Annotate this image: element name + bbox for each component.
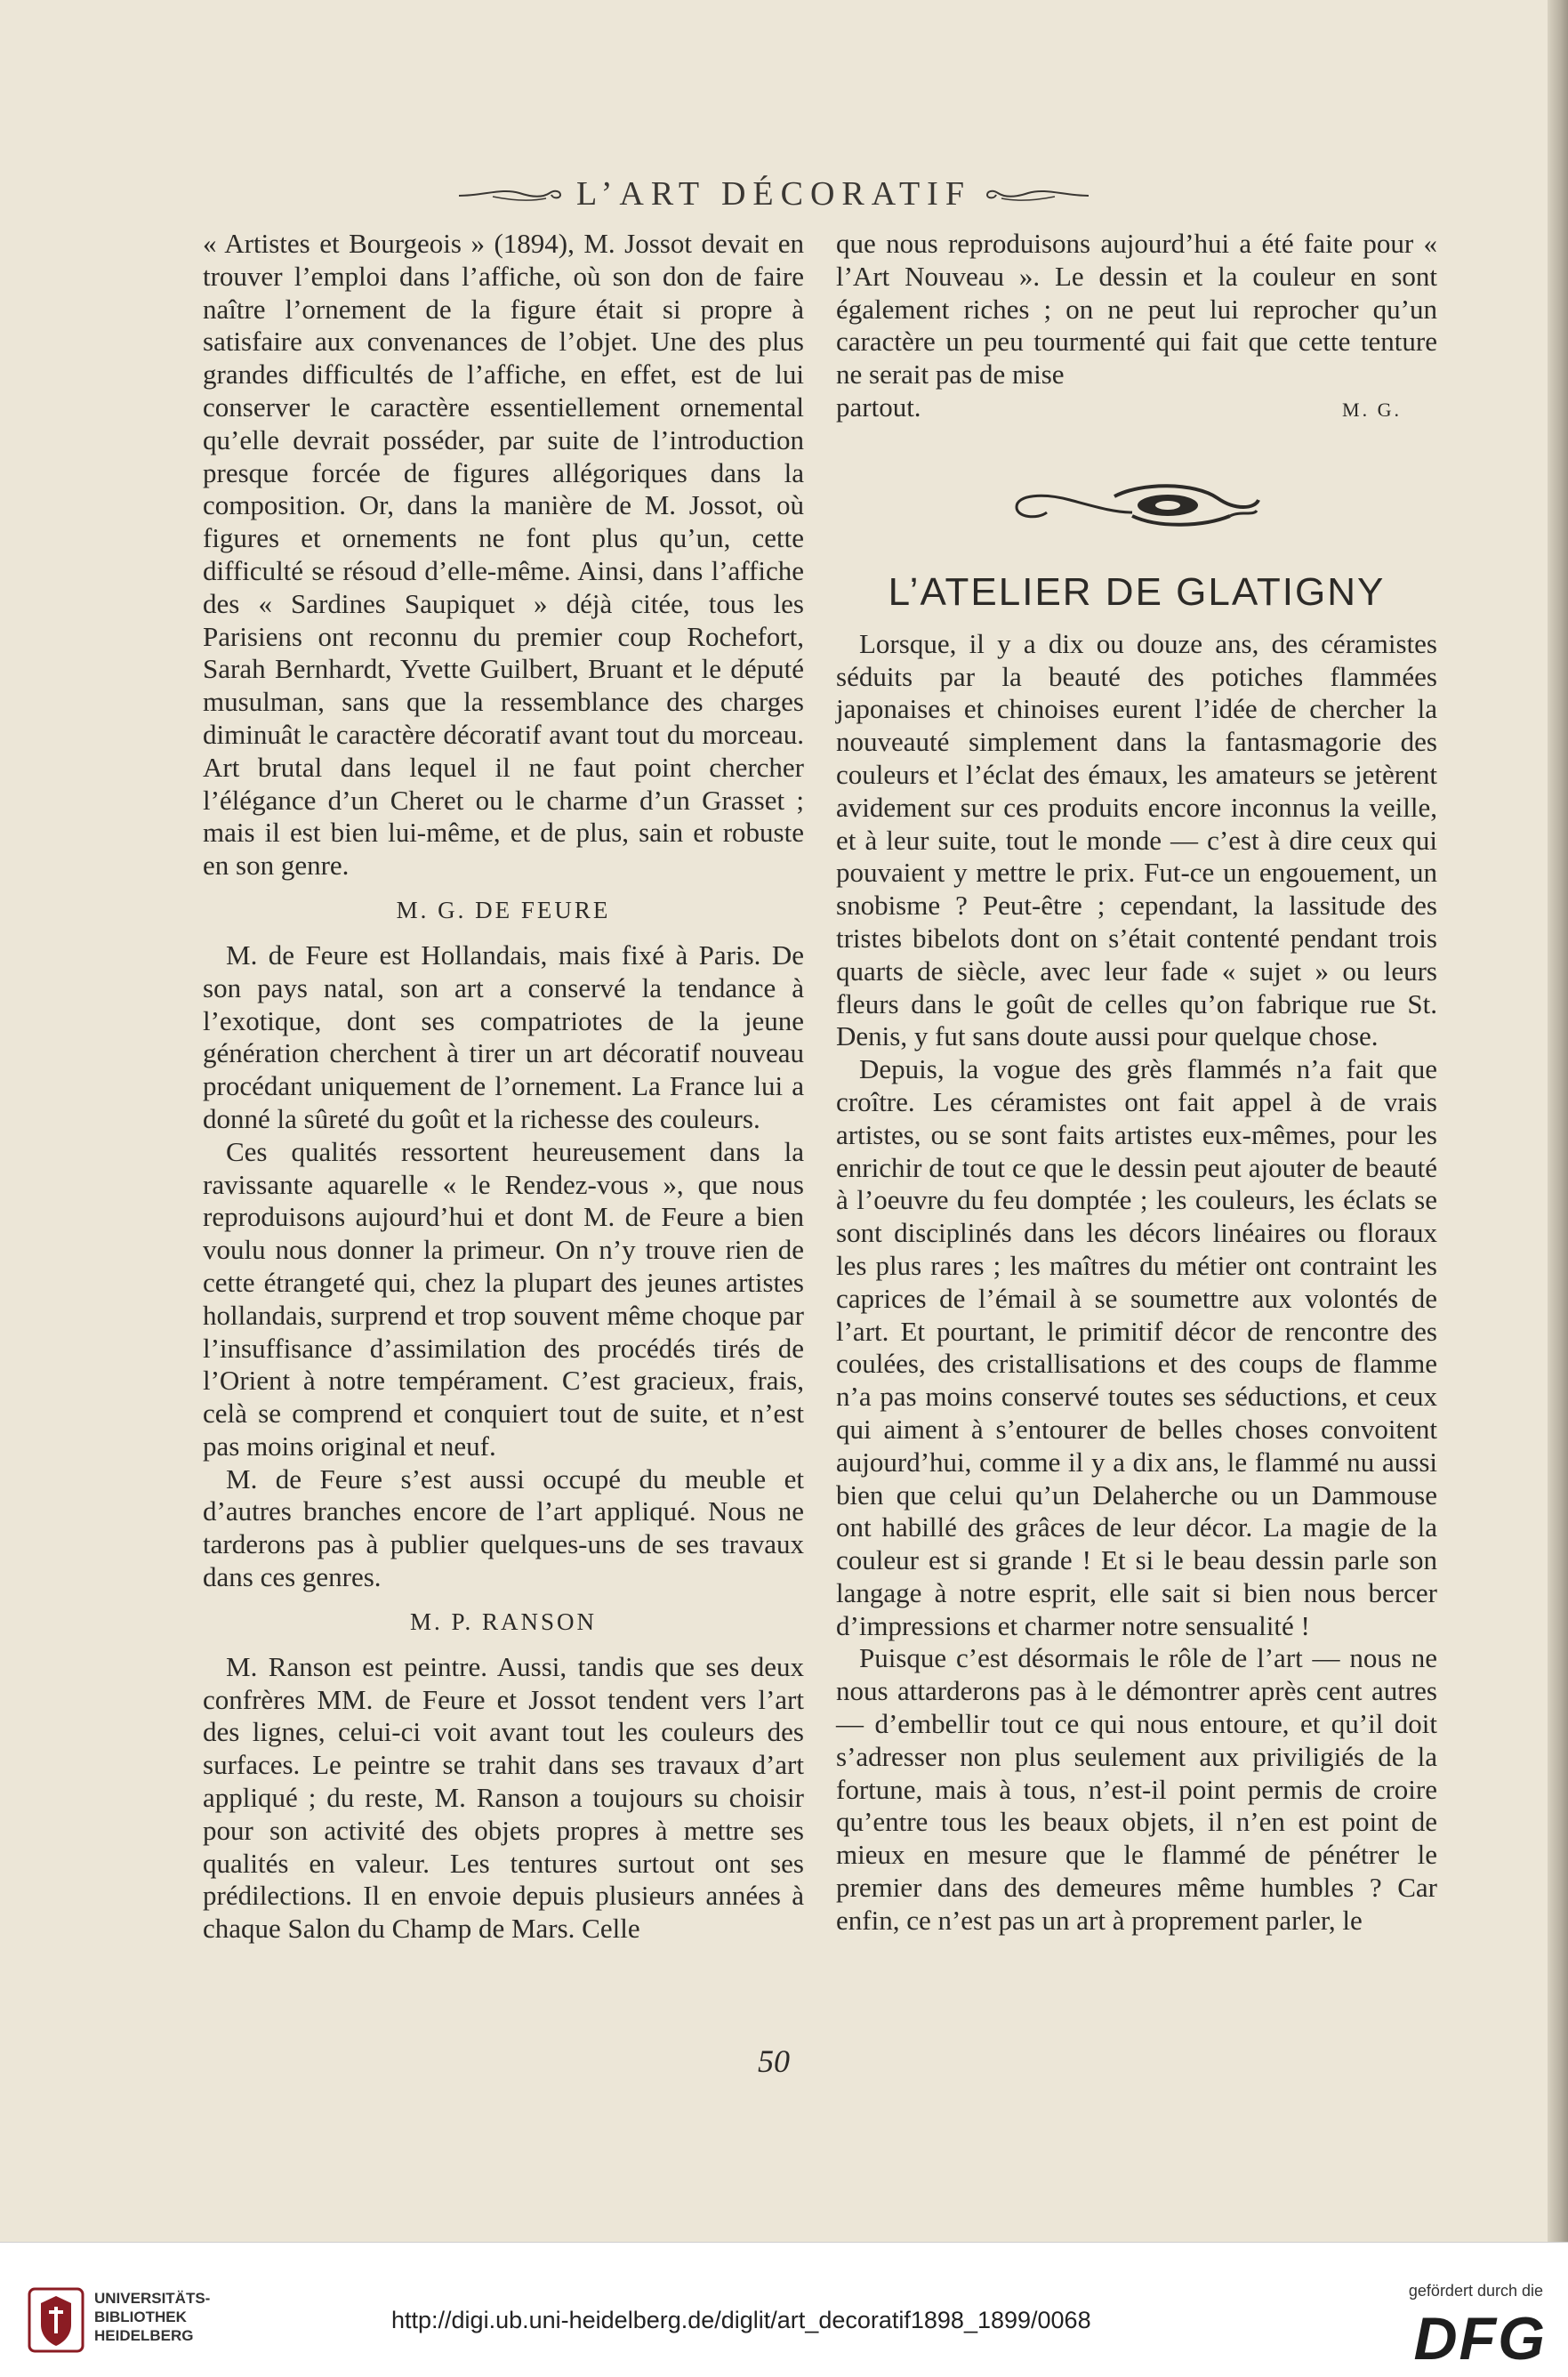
running-head — [0, 167, 1548, 221]
article-title: L’ATELIER DE GLATIGNY — [888, 569, 1386, 614]
source-url-link[interactable]: http://digi.ub.uni-heidelberg.de/diglit/art_decoratif1898_1899/0068 — [391, 2307, 1091, 2333]
paragraph: « Artistes et Bourgeois » (1894), M. Jossot devait en trouver l’emploi dans l’affiche, où son don de faire naître l’ornement de la figure était si propre à satisfaire aux convenances de l’objet. Une des plus grandes difficultés de l’affiche, en effet, est de lui conserver le caractère essentiellement ornemental qu’elle devrait posséder, par suite de l’introduction presque forcée de figures allégoriques dans la composition. Or, dans la manière de M. Jossot, où figures et ornements ne font plus qu’un, cette difficulté se résoud d’elle-même. Ainsi, dans l’affiche des « Sardines Saupiquet » déjà citée, tous les Parisiens ont reconnu du premier coup Rochefort, Sarah Bernhardt, Yvette Guilbert, Bruant et le député musulman, sans que la ressemblance des charges diminuât le caractère décoratif avant tout du morceau. Art brutal dans lequel il ne faut point chercher l’élégance d’un Cheret ou le charme d’un Grasset ; mais il est bien lui-même, et de plus, sain et robuste en son genre. — [203, 228, 804, 882]
section-heading-feure: M. G. DE FEURE — [396, 896, 611, 923]
paragraph: M. de Feure est Hollandais, mais fixé à Paris. De son pays natal, son art a conservé la tendance à l’exotique, dont ses compatriotes de la jeune génération cherchent à tirer un art décoratif nouveau procédant uniquement de l’ornement. La France lui a donné la sûreté du goût et la richesse des couleurs. — [203, 939, 804, 1134]
running-head-title: L’ART DÉCORATIF — [576, 175, 971, 213]
page-edge — [1548, 0, 1568, 2242]
right-column — [836, 228, 1437, 1938]
institution-line: UNIVERSITÄTS- — [94, 2290, 211, 2307]
paragraph: Lorsque, il y a dix ou douze ans, des céramistes séduits par la beauté des potiches flammées japonaises et chinoises eurent l’idée de chercher la nouveauté simplement dans la fantasmagorie des couleurs et l’éclat des émaux, les amateurs se jetèrent avidement sur ces produits encore inconnus la veille, et à leur suite, tout le monde — c’est à dire ceux qui pouvaient y mettre le prix. Fut-ce un engouement, un snobisme ? Peut-être ; cependant, la lassitude des tristes bibelots dont on s’était contenté pendant trois quarts de siècle, avec leur fade « sujet » ou leurs fleurs dans le goût de celles qu’on fabrique rue St. Denis, y fut sans doute aussi pour quelque chose. — [836, 627, 1437, 1052]
author-signature: M. G. — [1342, 398, 1402, 421]
funded-by-label: gefördert durch die — [1408, 2282, 1543, 2300]
institution-line: HEIDELBERG — [94, 2327, 194, 2344]
institution-name — [94, 2289, 210, 2345]
page-number: 50 — [758, 2043, 790, 2079]
paragraph: Puisque c’est désormais le rôle de l’art — nous ne nous attarderons pas à le démontrer après cent autres — d’embellir tout ce qui nous entoure, et qu’il doit s’adresser non plus seulement aux priviligiés de la fortune, mais à tous, n’est-il point permis de croire qu’entre tous les beaux objets, il n’en est point de mieux en mesure que le flammé de pénétrer le premier dans des demeures même humbles ? Car enfin, ce n’est pas un art à proprement parler, le — [836, 1642, 1437, 1936]
signature-line — [836, 391, 1437, 427]
dfg-logo: DFG — [1413, 2305, 1547, 2373]
paragraph-end: partout. — [836, 391, 921, 423]
paragraph: Ces qualités ressortent heureusement dans la ravissante aquarelle « le Rendez-vous », que nous reproduisons aujourd’hui et dont M. de Feure a bien voulu nous donner la primeur. On n’y trouve rien de cette étrangeté qui, chez la plupart des jeunes artistes hollandais, surprend et trop souvent même choque par l’insuffisance d’assimilation des procédés tirés de l’Orient à notre tempérament. C’est gracieux, frais, celà se comprend et conquiert tout de suite, et n’est pas moins original et neuf. — [203, 1135, 804, 1462]
paragraph: que nous reproduisons aujourd’hui a été faite pour « l’Art Nouveau ». Le dessin et la couleur en sont également riches ; on ne peut lui reprocher qu’un caractère un peu tourmenté qui fait que cette tenture ne serait pas de mise — [836, 228, 1437, 391]
paragraph: M. Ranson est peintre. Aussi, tandis que ses deux confrères MM. de Feure et Jossot tendent vers l’art des lignes, celui-ci voit avant tout les couleurs des surfaces. Le peintre se trahit dans ses travaux d’art appliqué ; du reste, M. Ranson a toujours su choisir pour son activité des objets propres à mettre ses qualités en valeur. Les tentures surtout ont ses prédilections. Il en envoie depuis plusieurs années à chaque Salon du Champ de Mars. Celle — [203, 1650, 804, 1945]
paragraph: M. de Feure s’est aussi occupé du meuble et d’autres branches encore de l’art appliqué. Nous ne tarderons pas à publier quelques-uns de ses travaux dans ces genres. — [203, 1462, 804, 1593]
institution-line: BIBLIOTHEK — [94, 2309, 187, 2325]
section-heading-ranson: M. P. RANSON — [409, 1607, 598, 1635]
university-seal-icon — [25, 2285, 87, 2355]
digitization-footer — [0, 2242, 1568, 2377]
ornamental-divider-icon — [1008, 477, 1266, 534]
right-flourish-icon — [984, 184, 1090, 204]
left-column — [203, 228, 804, 1946]
left-flourish-icon — [457, 184, 564, 204]
paragraph: Depuis, la vogue des grès flammés n’a fait que croître. Les céramistes ont fait appel à de vrais artistes, ou se sont faits artistes eux-mêmes, pour les enrichir de tout ce que le dessin peut ajouter de beauté à l’oeuvre du feu domptée ; les couleurs, les éclats se sont disciplinés dans les décors linéaires ou floraux les plus rares ; les maîtres du métier ont contraint les caprices de l’émail à se soumettre aux volontés de l’art. Et pourtant, le primitif décor de rencontre des coulées, des cristallisations et des coups de flamme n’a pas moins conservé toutes ses séductions, et ceux qui aiment à s’entourer de belles choses convoitent aujourd’hui, comme il y a dix ans, le flammé nu aussi bien que celui qu’un Delaherche ou un Dammouse ont habillé des grâces de leur décor. La magie de la couleur est si grande ! Et si le beau dessin parle son langage à notre esprit, elle sait si bien nous bercer d’impressions et charmer notre sensualité ! — [836, 1053, 1437, 1641]
